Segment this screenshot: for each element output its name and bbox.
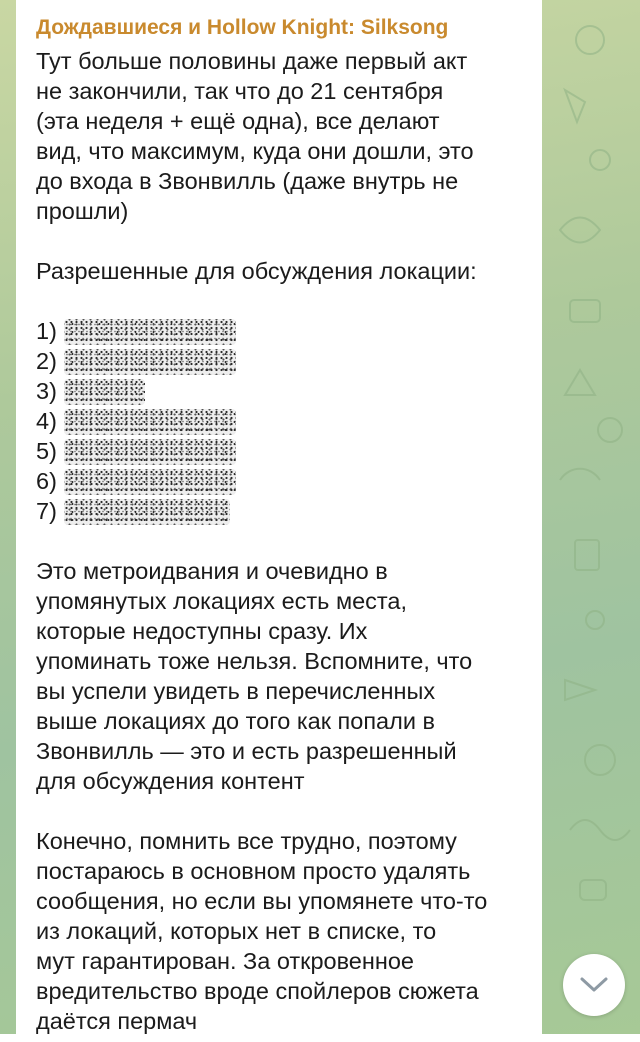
location-item bbox=[36, 436, 528, 466]
spoiler-hidden-text[interactable] bbox=[64, 499, 230, 525]
paragraph-gap bbox=[36, 796, 528, 826]
chevron-down-icon bbox=[579, 976, 609, 994]
spoiler-hidden-text[interactable] bbox=[64, 469, 236, 495]
paragraph-gap bbox=[36, 286, 528, 316]
message-paragraph-allowed-heading: Разрешенные для обсуждения локации: bbox=[36, 258, 477, 284]
message-paragraph-metroidvania: Это метроидвания и очевидно в упомянутых локациях есть места, которые недоступны сразу. Их упоминать тоже нельзя. Вспомните, что вы успели увидеть в перечисленных выше локациях до того как попали в Звонвилль — это и есть разрешенный для обсуждения контент bbox=[36, 558, 473, 794]
location-number: 2) bbox=[36, 348, 57, 374]
spoiler-hidden-text[interactable] bbox=[64, 349, 236, 375]
spoiler-hidden-text[interactable] bbox=[64, 379, 145, 405]
location-item bbox=[36, 316, 528, 346]
sender-name[interactable]: Дождавшиеся и Hollow Knight: Silksong bbox=[36, 16, 449, 39]
message-paragraph-intro: Тут больше половины даже первый акт не закончили, так что до 21 сентября (эта неделя + ещё одна), все делают вид, что максимум, куда они дошли, это до входа в Звонвилль (даже внутрь не прошли) bbox=[36, 48, 474, 224]
spoiler-hidden-text[interactable] bbox=[64, 319, 236, 345]
location-item bbox=[36, 466, 528, 496]
message-bubble bbox=[16, 0, 542, 1042]
spoiler-hidden-text[interactable] bbox=[64, 439, 236, 465]
location-number: 5) bbox=[36, 438, 57, 464]
allowed-locations-list bbox=[36, 316, 528, 526]
location-item bbox=[36, 346, 528, 376]
location-number: 4) bbox=[36, 408, 57, 434]
location-number: 1) bbox=[36, 318, 57, 344]
location-item bbox=[36, 496, 528, 526]
next-message-edge bbox=[0, 1034, 640, 1042]
message-paragraph-rules: Конечно, помнить все трудно, поэтому постараюсь в основном просто удалять сообщения, но если вы упомянете что-то из локаций, которых нет в списке, то мут гарантирован. За откровенное вредительство вроде спойлеров сюжета даётся пермач bbox=[36, 828, 488, 1034]
scroll-down-button[interactable] bbox=[563, 954, 625, 1016]
location-item bbox=[36, 376, 528, 406]
location-number: 7) bbox=[36, 498, 57, 524]
paragraph-gap bbox=[36, 226, 528, 256]
location-item bbox=[36, 406, 528, 436]
location-number: 6) bbox=[36, 468, 57, 494]
location-number: 3) bbox=[36, 378, 57, 404]
paragraph-gap bbox=[36, 526, 528, 556]
spoiler-hidden-text[interactable] bbox=[64, 409, 236, 435]
